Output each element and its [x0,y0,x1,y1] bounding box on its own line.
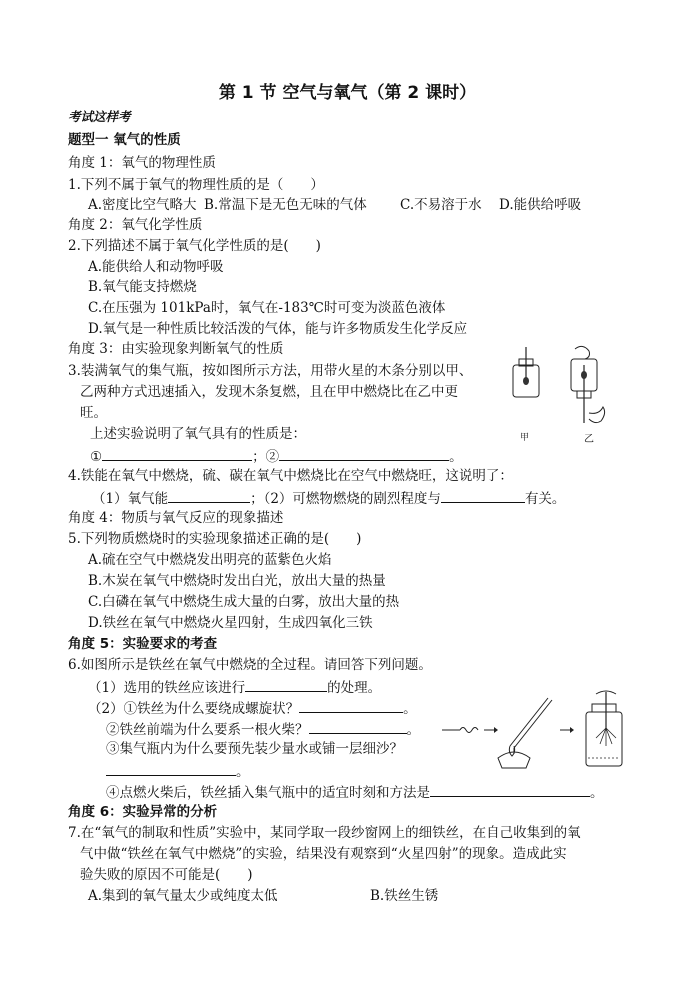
q6-blank-2[interactable] [299,698,403,713]
q6-blank-3[interactable] [309,719,407,734]
section-heading: 考试这样考 [68,109,131,124]
q3-line-4: 上述实验说明了氧气具有的性质是： [90,426,306,442]
topic-heading-1: 题型一 氧气的性质 [68,132,181,148]
page-title: 第 1 节 空气与氧气（第 2 课时） [218,83,477,103]
q3-blank-sep: ；② [252,449,280,465]
q1-option-b: B.常温下是无色无味的气体 [204,197,367,213]
q5-option-b: B.木炭在氧气中燃烧时发出白光，放出大量的热量 [88,573,386,589]
q1-option-a: A.密度比空气略大 [88,197,197,213]
q3-blanks [90,446,463,466]
q7-options [88,887,438,905]
q2-option-d: D.氧气是一种性质比较活泼的气体，能与许多物质发生化学反应 [88,321,468,337]
q5-option-a: A.硫在空气中燃烧发出明亮的蓝紫色火焰 [88,552,332,568]
q2-option-b: B.氧气能支持燃烧 [88,279,197,295]
q6-part-4-end: 。 [236,764,250,780]
q4-stem: 4.铁能在氧气中燃烧，硫、碳在氧气中燃烧比在空气中燃烧旺，这说明了： [68,468,513,484]
q2-option-c: C.在压强为 101kPa时，氧气在-183℃时可变为淡蓝色液体 [88,300,446,316]
q6-part-5 [106,782,604,802]
q6-part-4: ③集气瓶内为什么要预先装少量水或铺一层细沙？ [106,741,403,757]
q4-blank-1[interactable] [168,488,250,503]
q7-line-1: 7.在“氧气的制取和性质”实验中，某同学取一段纱窗网上的细铁丝，在自己收集到的氧 [68,825,581,841]
angle-heading-5: 角度 5：实验要求的考查 [68,636,218,652]
q5-option-d: D.铁丝在氧气中燃烧火星四射，生成四氧化三铁 [88,615,373,631]
angle-heading-2: 角度 2：氧气化学性质 [68,217,203,233]
q6-part-1 [88,677,381,697]
q2-stem: 2.下列描述不属于氧气化学性质的是( ) [68,238,321,254]
q7-line-2: 气中做“铁丝在氧气中燃烧”的实验，结果没有观察到“火星四射”的现象。造成此实 [80,846,567,862]
q7-line-3: 验失败的原因不可能是( ) [80,867,253,883]
q5-stem: 5.下列物质燃烧时的实验现象描述正确的是( ) [68,531,362,547]
q3-blank-1-prefix: ① [90,449,103,465]
q6-part-5-text: ④点燃火柴后，铁丝插入集气瓶中的适宜时刻和方法是 [106,785,430,801]
q4-part-2: ；（2）可燃物燃烧的剧烈程度与 [250,491,441,507]
q6-part-1-text: （1）选用的铁丝应该进行 [88,680,246,696]
q7-option-b: B.铁丝生锈 [370,888,439,904]
q6-figure-iron-wire [440,688,640,770]
angle-heading-4: 角度 4：物质与氧气反应的现象描述 [68,510,284,526]
q3-blank-2[interactable] [279,446,449,461]
q6-blank-1[interactable] [245,677,327,692]
q7-option-a: A.集到的氧气量太少或纯度太低 [88,888,278,904]
q6-part-3-end: 。 [406,722,420,738]
q6-part-2-end: 。 [403,701,417,717]
q3-blank-1[interactable] [102,446,252,461]
q4-part-2-end: 有关。 [524,491,566,507]
q6-part-2 [88,698,417,718]
q1-option-c: C.不易溶于水 [400,197,482,213]
angle-heading-6: 角度 6：实验异常的分析 [68,804,218,820]
angle-heading-1: 角度 1：氧气的物理性质 [68,155,216,171]
q6-part-2-text: （2）①铁丝为什么要绕成螺旋状？ [88,701,300,717]
q3-line-2: 乙两种方式迅速插入，发现木条复燃，且在甲中燃烧比在乙中更 [80,384,458,400]
q3-figure-bottles [505,345,625,440]
q1-options [88,196,581,214]
q3-figure-label-jia: 甲 [520,433,530,443]
q4-part-1: （1）氧气能 [92,491,169,507]
q4-parts [92,488,565,508]
q3-figure-label-yi: 乙 [584,434,594,445]
q6-part-1-end: 的处理。 [327,680,382,696]
q6-part-3-text: ②铁丝前端为什么要系一根火柴？ [106,722,309,738]
q1-option-d: D.能供给呼吸 [499,197,582,213]
q4-blank-2[interactable] [441,488,525,503]
q3-blank-end: 。 [449,449,463,465]
q5-option-c: C.白磷在氧气中燃烧生成大量的白雾，放出大量的热 [88,594,400,610]
angle-heading-3: 角度 3：由实验现象判断氧气的性质 [68,341,284,357]
q6-part-3 [106,719,420,739]
q6-blank-5[interactable] [430,782,590,797]
q6-stem: 6.如图所示是铁丝在氧气中燃烧的全过程。请回答下列问题。 [68,657,432,673]
q6-part-5-end: 。 [590,785,604,801]
q2-option-a: A.能供给人和动物呼吸 [88,259,224,275]
q6-blank-4[interactable] [106,761,236,776]
q1-stem: 1.下列不属于氧气的物理性质的是（ ） [68,177,324,193]
q6-part-4-answer [106,761,250,781]
q3-line-1: 3.装满氧气的集气瓶，按如图所示方法，用带火星的木条分别以甲、 [68,363,473,379]
q3-line-3: 旺。 [80,405,107,421]
